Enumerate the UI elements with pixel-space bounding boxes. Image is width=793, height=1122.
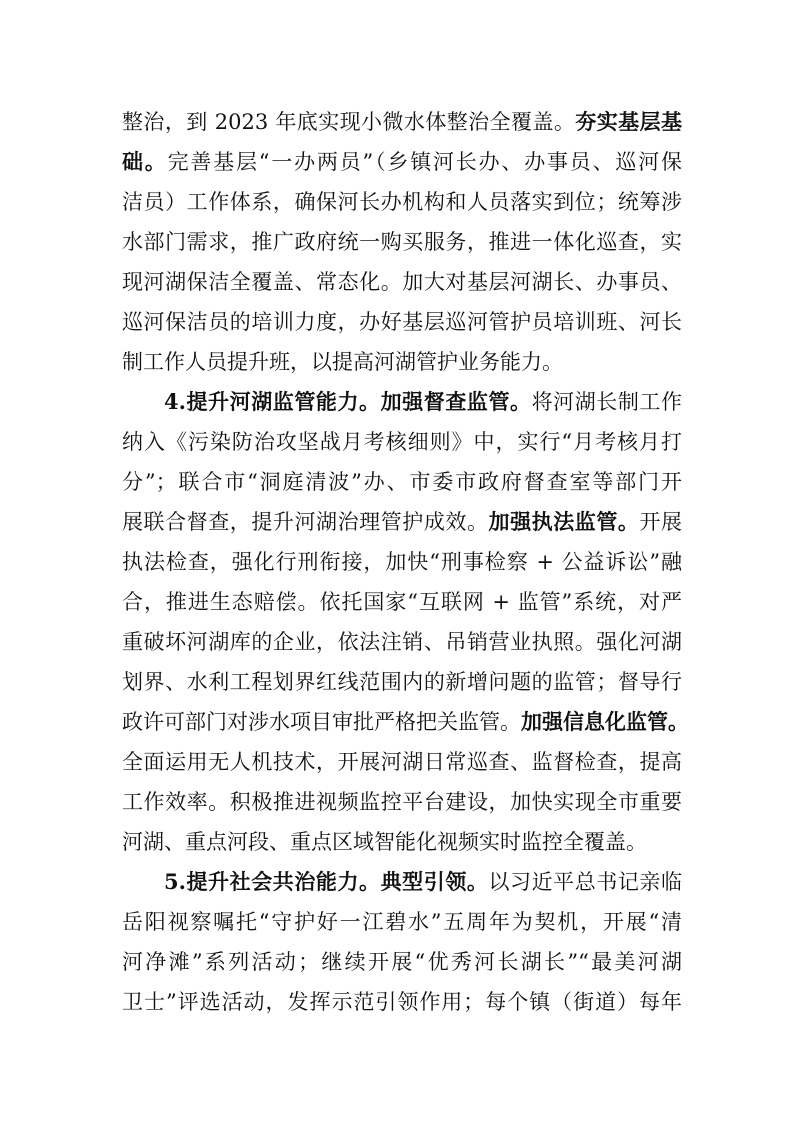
text-line: [122, 542, 682, 582]
bold-heading-run: 加强执法监管。: [488, 509, 640, 534]
text-line: [122, 262, 682, 302]
text-run: 完善基层“一办两员”（乡镇河长办、办事员、巡河保: [167, 150, 682, 174]
section-heading-line: [164, 382, 682, 422]
text-run: 制工作人员提升班，以提高河湖管护业务能力。: [122, 350, 563, 374]
bold-heading-run: 加强信息化监管。: [521, 709, 689, 734]
text-run: 洁员）工作体系，确保河长办机构和人员落实到位；统筹涉: [122, 190, 682, 214]
bold-heading-run: 础。: [122, 149, 168, 174]
text-line: [122, 582, 682, 622]
text-run: 现河湖保洁全覆盖、常态化。加大对基层河湖长、办事员、: [122, 270, 682, 294]
text-run: 岳阳视察嘱托“守护好一江碧水”五周年为契机，开展“清: [122, 910, 682, 934]
text-run: 水部门需求，推广政府统一购买服务，推进一体化巡查，实: [122, 230, 682, 254]
text-line: [122, 742, 682, 782]
text-run: 重破坏河湖库的企业，依法注销、吊销营业执照。强化河湖: [122, 630, 682, 654]
section-heading-line: [164, 862, 682, 902]
text-run: 河湖、重点河段、重点区域智能化视频实时监控全覆盖。: [122, 830, 647, 854]
text-line: [122, 102, 682, 142]
text-line: [122, 782, 682, 822]
text-run: 以习近平总书记亲临: [488, 870, 683, 894]
text-run: 工作效率。积极推进视频监控平台建设，加快实现全市重要: [122, 790, 682, 814]
text-line: [122, 302, 682, 342]
text-line: [122, 462, 682, 502]
text-line: [122, 182, 682, 222]
text-run: 政许可部门对涉水项目审批严格把关监管。: [122, 710, 521, 734]
text-line: [122, 982, 682, 1022]
text-run: 将河湖长制工作: [531, 390, 683, 414]
text-run: 展联合督查，提升河湖治理管护成效。: [122, 510, 489, 534]
text-run: 全面运用无人机技术，开展河湖日常巡查、监督检查，提高: [122, 750, 682, 774]
text-run: 执法检查，强化行刑衔接，加快“刑事检察 + 公益诉讼”融: [122, 550, 682, 574]
text-line: [122, 942, 682, 982]
text-run: 河净滩”系列活动；继续开展“优秀河长湖长”“最美河湖: [122, 950, 682, 974]
text-line: [122, 342, 682, 382]
bold-heading-run: 4.提升河湖监管能力。加强督查监管。: [164, 389, 532, 414]
bold-heading-run: 夯实基层基: [575, 109, 682, 134]
text-run: 开展: [639, 510, 683, 534]
text-line: [122, 622, 682, 662]
text-run: 合，推进生态赔偿。依托国家“互联网 + 监管”系统，对严: [122, 590, 682, 614]
text-run: 划界、水利工程划界红线范围内的新增问题的监管；督导行: [122, 670, 682, 694]
text-run: 整治，到 2023 年底实现小微水体整治全覆盖。: [122, 110, 576, 134]
text-line: [122, 222, 682, 262]
bold-heading-run: 5.提升社会共治能力。典型引领。: [164, 869, 489, 894]
text-line: [122, 502, 682, 542]
text-line: [122, 702, 689, 742]
text-run: 卫士”评选活动，发挥示范引领作用；每个镇（街道）每年: [122, 990, 682, 1014]
text-line: [122, 662, 682, 702]
text-run: 纳入《污染防治攻坚战月考核细则》中，实行“月考核月打: [122, 430, 682, 454]
text-line: [122, 902, 682, 942]
text-run: 分”；联合市“洞庭清波”办、市委市政府督查室等部门开: [122, 470, 682, 494]
text-line: [122, 422, 682, 462]
text-run: 巡河保洁员的培训力度，办好基层巡河管护员培训班、河长: [122, 310, 682, 334]
text-line: [122, 822, 682, 862]
text-line: [122, 142, 682, 182]
